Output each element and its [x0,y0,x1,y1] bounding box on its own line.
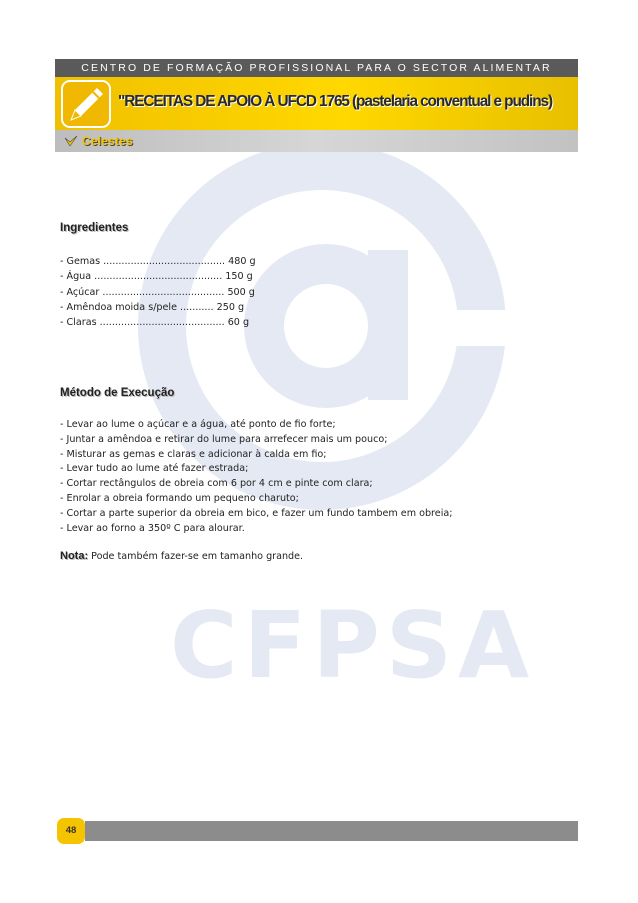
method-step: - Levar tudo ao lume até fazer estrada; [60,463,249,475]
pencil-logo-icon [61,80,111,128]
method-step: - Juntar a amêndoa e retirar do lume para arrefecer mais um pouco; [60,433,388,445]
note [60,550,303,562]
page-number: 48 [57,818,85,844]
recipe-name: Celestes [82,134,133,148]
chevron-check-icon [64,134,78,148]
ingredients-list [60,254,256,330]
ingredient-item: - Água .......................................... 150 g [60,271,253,283]
method-heading: Método de Execução [60,387,175,399]
section-band [55,130,578,152]
method-step: - Levar ao lume o açúcar e a água, até ponto de fio forte; [60,419,336,430]
organization-banner: CENTRO DE FORMAÇÃO PROFISSIONAL PARA O SECTOR ALIMENTAR [55,59,578,77]
ingredient-item: - Amêndoa moida s/pele ........... 250 g [60,301,245,313]
document-title: "RECEITAS DE APOIO À UFCD 1765 (pastelaria conventual e pudins) [118,93,553,110]
method-steps [60,418,452,536]
ingredient-item: - Claras ......................................... 60 g [60,317,250,329]
method-step: - Levar ao forno a 350º C para alourar. [60,522,245,534]
cfpsa-watermark: CFPSA [170,592,536,699]
note-text: Pode também fazer-se em tamanho grande. [88,551,304,562]
ingredient-item: - Açúcar ........................................ 500 g [60,286,255,298]
footer-band [85,821,578,841]
ingredients-heading: Ingredientes [60,222,129,234]
method-step: - Enrolar a obreia formando um pequeno charuto; [60,492,299,504]
method-step: - Misturar as gemas e claras e adicionar à calda em fio; [60,448,327,460]
method-step: - Cortar a parte superior da obreia em bico, e fazer um fundo tambem em obreia; [60,507,453,519]
method-step: - Cortar rectângulos de obreia com 6 por 4 cm e pinte com clara; [60,478,373,490]
ingredient-item: - Gemas ........................................ 480 g [60,256,256,267]
note-label: Nota: [60,550,89,562]
